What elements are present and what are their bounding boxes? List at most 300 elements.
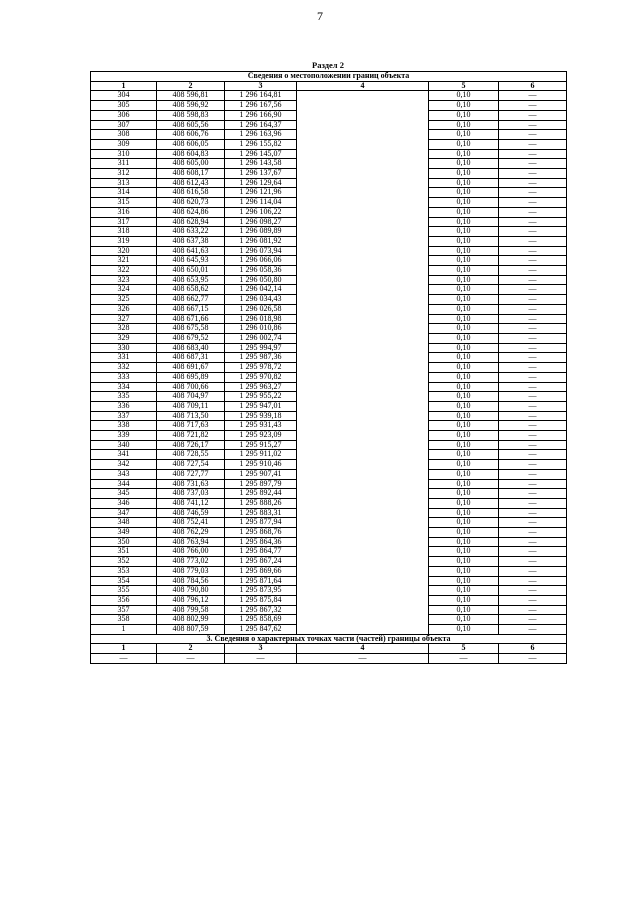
empty-cell: [297, 207, 429, 217]
table-row: [91, 207, 567, 217]
note-cell: —: [499, 130, 567, 140]
table-row: [91, 411, 567, 421]
empty-cell: [297, 469, 429, 479]
point-number-cell: 357: [91, 605, 157, 615]
point-number-cell: 312: [91, 169, 157, 179]
table-row: [91, 353, 567, 363]
y-coordinate-cell: 1 295 947,01: [225, 401, 297, 411]
note-cell: —: [499, 528, 567, 538]
y-coordinate-cell: 1 295 858,69: [225, 615, 297, 625]
table-row: [91, 489, 567, 499]
note-cell: —: [499, 256, 567, 266]
y-coordinate-cell: 1 296 010,86: [225, 324, 297, 334]
point-number-cell: 347: [91, 508, 157, 518]
point-number-cell: 342: [91, 460, 157, 470]
table-row: [91, 363, 567, 373]
empty-cell: [297, 188, 429, 198]
note-cell: —: [499, 285, 567, 295]
accuracy-cell: 0,10: [429, 440, 499, 450]
accuracy-cell: 0,10: [429, 518, 499, 528]
point-number-cell: 310: [91, 149, 157, 159]
point-number-cell: 327: [91, 314, 157, 324]
accuracy-cell: 0,10: [429, 91, 499, 101]
y-coordinate-cell: 1 296 089,89: [225, 227, 297, 237]
x-coordinate-cell: 408 605,00: [157, 159, 225, 169]
y-coordinate-cell: 1 296 050,80: [225, 275, 297, 285]
accuracy-cell: 0,10: [429, 547, 499, 557]
note-cell: —: [499, 236, 567, 246]
empty-cell: [297, 440, 429, 450]
table-row: [91, 236, 567, 246]
y-coordinate-cell: 1 295 864,36: [225, 537, 297, 547]
coordinates-body: [91, 91, 567, 634]
empty-cell: [297, 120, 429, 130]
y-coordinate-cell: 1 295 963,27: [225, 382, 297, 392]
table-row: [91, 256, 567, 266]
accuracy-cell: 0,10: [429, 450, 499, 460]
point-number-cell: 345: [91, 489, 157, 499]
empty-cell: [297, 217, 429, 227]
table-title-row: [91, 72, 567, 82]
accuracy-cell: 0,10: [429, 324, 499, 334]
table-cell: —: [225, 654, 297, 664]
point-number-cell: 324: [91, 285, 157, 295]
y-coordinate-cell: 1 295 955,22: [225, 392, 297, 402]
empty-cell: [297, 275, 429, 285]
table-row: [91, 178, 567, 188]
empty-cell: [297, 256, 429, 266]
x-coordinate-cell: 408 608,17: [157, 169, 225, 179]
empty-cell: [297, 178, 429, 188]
y-coordinate-cell: 1 295 864,77: [225, 547, 297, 557]
y-coordinate-cell: 1 296 073,94: [225, 246, 297, 256]
point-number-cell: 320: [91, 246, 157, 256]
empty-cell: [297, 566, 429, 576]
x-coordinate-cell: 408 667,15: [157, 304, 225, 314]
y-coordinate-cell: 1 295 910,46: [225, 460, 297, 470]
x-coordinate-cell: 408 691,67: [157, 363, 225, 373]
point-number-cell: 340: [91, 440, 157, 450]
accuracy-cell: 0,10: [429, 236, 499, 246]
y-coordinate-cell: 1 295 931,43: [225, 421, 297, 431]
x-coordinate-cell: 408 679,52: [157, 333, 225, 343]
note-cell: —: [499, 440, 567, 450]
table-row: [91, 169, 567, 179]
note-cell: —: [499, 431, 567, 441]
point-number-cell: 336: [91, 401, 157, 411]
y-coordinate-cell: 1 296 155,82: [225, 139, 297, 149]
table-row: [91, 605, 567, 615]
note-cell: —: [499, 518, 567, 528]
header-cell: 6: [499, 644, 567, 654]
table-row: [91, 246, 567, 256]
y-coordinate-cell: 1 295 939,18: [225, 411, 297, 421]
note-cell: —: [499, 314, 567, 324]
table-row: [91, 576, 567, 586]
accuracy-cell: 0,10: [429, 479, 499, 489]
y-coordinate-cell: 1 295 970,82: [225, 372, 297, 382]
table-row: [91, 130, 567, 140]
accuracy-cell: 0,10: [429, 343, 499, 353]
header-cell: 5: [429, 644, 499, 654]
x-coordinate-cell: 408 773,02: [157, 557, 225, 567]
note-cell: —: [499, 537, 567, 547]
point-number-cell: 315: [91, 198, 157, 208]
x-coordinate-cell: 408 728,55: [157, 450, 225, 460]
point-number-cell: 311: [91, 159, 157, 169]
table-row: [91, 586, 567, 596]
y-coordinate-cell: 1 296 163,96: [225, 130, 297, 140]
x-coordinate-cell: 408 687,31: [157, 353, 225, 363]
x-coordinate-cell: 408 645,93: [157, 256, 225, 266]
empty-cell: [297, 266, 429, 276]
point-number-cell: 356: [91, 595, 157, 605]
table-row: [91, 498, 567, 508]
note-cell: —: [499, 304, 567, 314]
empty-cell: [297, 547, 429, 557]
note-cell: —: [499, 343, 567, 353]
header-cell: 3: [225, 81, 297, 91]
note-cell: —: [499, 333, 567, 343]
note-cell: —: [499, 266, 567, 276]
accuracy-cell: 0,10: [429, 188, 499, 198]
note-cell: —: [499, 101, 567, 111]
y-coordinate-cell: 1 295 883,31: [225, 508, 297, 518]
note-cell: —: [499, 246, 567, 256]
x-coordinate-cell: 408 606,76: [157, 130, 225, 140]
table-row: [91, 149, 567, 159]
accuracy-cell: 0,10: [429, 149, 499, 159]
table-row: [91, 110, 567, 120]
x-coordinate-cell: 408 658,62: [157, 285, 225, 295]
table-row: [91, 333, 567, 343]
note-cell: —: [499, 595, 567, 605]
table-row: [91, 431, 567, 441]
point-number-cell: 358: [91, 615, 157, 625]
y-coordinate-cell: 1 296 018,98: [225, 314, 297, 324]
y-coordinate-cell: 1 296 026,58: [225, 304, 297, 314]
accuracy-cell: 0,10: [429, 382, 499, 392]
accuracy-cell: 0,10: [429, 615, 499, 625]
accuracy-cell: 0,10: [429, 246, 499, 256]
point-number-cell: 338: [91, 421, 157, 431]
header-cell: 3: [225, 644, 297, 654]
table-title: Сведения о местоположении границ объекта: [91, 72, 567, 82]
point-number-cell: 326: [91, 304, 157, 314]
accuracy-cell: 0,10: [429, 333, 499, 343]
point-number-cell: 352: [91, 557, 157, 567]
empty-cell: [297, 528, 429, 538]
point-number-cell: 332: [91, 363, 157, 373]
point-number-cell: 330: [91, 343, 157, 353]
x-coordinate-cell: 408 596,92: [157, 101, 225, 111]
point-number-cell: 308: [91, 130, 157, 140]
accuracy-cell: 0,10: [429, 295, 499, 305]
point-number-cell: 314: [91, 188, 157, 198]
accuracy-cell: 0,10: [429, 421, 499, 431]
empty-cell: [297, 304, 429, 314]
point-number-cell: 316: [91, 207, 157, 217]
accuracy-cell: 0,10: [429, 266, 499, 276]
y-coordinate-cell: 1 296 114,04: [225, 198, 297, 208]
subtable-row: [91, 654, 567, 664]
accuracy-cell: 0,10: [429, 469, 499, 479]
point-number-cell: 354: [91, 576, 157, 586]
x-coordinate-cell: 408 727,54: [157, 460, 225, 470]
note-cell: —: [499, 227, 567, 237]
x-coordinate-cell: 408 641,63: [157, 246, 225, 256]
note-cell: —: [499, 110, 567, 120]
table-row: [91, 295, 567, 305]
empty-cell: [297, 489, 429, 499]
point-number-cell: 306: [91, 110, 157, 120]
accuracy-cell: 0,10: [429, 101, 499, 111]
y-coordinate-cell: 1 295 892,44: [225, 489, 297, 499]
empty-cell: [297, 576, 429, 586]
x-coordinate-cell: 408 612,43: [157, 178, 225, 188]
header-row: [91, 81, 567, 91]
note-cell: —: [499, 547, 567, 557]
table-row: [91, 343, 567, 353]
point-number-cell: 350: [91, 537, 157, 547]
note-cell: —: [499, 372, 567, 382]
x-coordinate-cell: 408 752,41: [157, 518, 225, 528]
header-cell: 1: [91, 81, 157, 91]
empty-cell: [297, 421, 429, 431]
accuracy-cell: 0,10: [429, 401, 499, 411]
x-coordinate-cell: 408 606,05: [157, 139, 225, 149]
point-number-cell: 322: [91, 266, 157, 276]
table-cell: —: [429, 654, 499, 664]
table-cell: —: [157, 654, 225, 664]
note-cell: —: [499, 169, 567, 179]
y-coordinate-cell: 1 295 875,84: [225, 595, 297, 605]
y-coordinate-cell: 1 296 098,27: [225, 217, 297, 227]
empty-cell: [297, 198, 429, 208]
x-coordinate-cell: 408 726,17: [157, 440, 225, 450]
y-coordinate-cell: 1 296 145,07: [225, 149, 297, 159]
accuracy-cell: 0,10: [429, 304, 499, 314]
empty-cell: [297, 518, 429, 528]
x-coordinate-cell: 408 790,80: [157, 586, 225, 596]
note-cell: —: [499, 489, 567, 499]
accuracy-cell: 0,10: [429, 557, 499, 567]
note-cell: —: [499, 508, 567, 518]
note-cell: —: [499, 198, 567, 208]
accuracy-cell: 0,10: [429, 217, 499, 227]
table-row: [91, 508, 567, 518]
accuracy-cell: 0,10: [429, 460, 499, 470]
point-number-cell: 343: [91, 469, 157, 479]
x-coordinate-cell: 408 799,58: [157, 605, 225, 615]
accuracy-cell: 0,10: [429, 576, 499, 586]
note-cell: —: [499, 586, 567, 596]
empty-cell: [297, 498, 429, 508]
table-row: [91, 547, 567, 557]
note-cell: —: [499, 139, 567, 149]
x-coordinate-cell: 408 727,77: [157, 469, 225, 479]
empty-cell: [297, 537, 429, 547]
note-cell: —: [499, 469, 567, 479]
table-row: [91, 469, 567, 479]
y-coordinate-cell: 1 295 911,02: [225, 450, 297, 460]
empty-cell: [297, 227, 429, 237]
point-number-cell: 321: [91, 256, 157, 266]
header-cell: 2: [157, 644, 225, 654]
note-cell: —: [499, 498, 567, 508]
note-cell: —: [499, 411, 567, 421]
y-coordinate-cell: 1 295 877,94: [225, 518, 297, 528]
table-row: [91, 188, 567, 198]
x-coordinate-cell: 408 671,66: [157, 314, 225, 324]
x-coordinate-cell: 408 784,56: [157, 576, 225, 586]
empty-cell: [297, 586, 429, 596]
note-cell: —: [499, 625, 567, 635]
accuracy-cell: 0,10: [429, 353, 499, 363]
accuracy-cell: 0,10: [429, 256, 499, 266]
accuracy-cell: 0,10: [429, 120, 499, 130]
table-row: [91, 421, 567, 431]
y-coordinate-cell: 1 295 915,27: [225, 440, 297, 450]
table-row: [91, 266, 567, 276]
accuracy-cell: 0,10: [429, 528, 499, 538]
y-coordinate-cell: 1 296 137,67: [225, 169, 297, 179]
accuracy-cell: 0,10: [429, 275, 499, 285]
table-row: [91, 566, 567, 576]
y-coordinate-cell: 1 296 066,06: [225, 256, 297, 266]
note-cell: —: [499, 421, 567, 431]
x-coordinate-cell: 408 709,11: [157, 401, 225, 411]
empty-cell: [297, 285, 429, 295]
table-cell: —: [297, 654, 429, 664]
empty-cell: [297, 557, 429, 567]
accuracy-cell: 0,10: [429, 159, 499, 169]
table-row: [91, 625, 567, 635]
accuracy-cell: 0,10: [429, 110, 499, 120]
note-cell: —: [499, 450, 567, 460]
x-coordinate-cell: 408 662,77: [157, 295, 225, 305]
empty-cell: [297, 314, 429, 324]
point-number-cell: 346: [91, 498, 157, 508]
header-cell: 5: [429, 81, 499, 91]
point-number-cell: 355: [91, 586, 157, 596]
table-row: [91, 392, 567, 402]
x-coordinate-cell: 408 605,56: [157, 120, 225, 130]
header-cell: 6: [499, 81, 567, 91]
table-row: [91, 557, 567, 567]
table-row: [91, 479, 567, 489]
y-coordinate-cell: 1 295 868,76: [225, 528, 297, 538]
x-coordinate-cell: 408 596,81: [157, 91, 225, 101]
empty-cell: [297, 236, 429, 246]
accuracy-cell: 0,10: [429, 566, 499, 576]
x-coordinate-cell: 408 713,50: [157, 411, 225, 421]
empty-cell: [297, 431, 429, 441]
point-number-cell: 328: [91, 324, 157, 334]
point-number-cell: 337: [91, 411, 157, 421]
table-row: [91, 324, 567, 334]
table-row: [91, 518, 567, 528]
accuracy-cell: 0,10: [429, 431, 499, 441]
x-coordinate-cell: 408 741,12: [157, 498, 225, 508]
table-cell: —: [499, 654, 567, 664]
accuracy-cell: 0,10: [429, 392, 499, 402]
y-coordinate-cell: 1 296 164,37: [225, 120, 297, 130]
accuracy-cell: 0,10: [429, 625, 499, 635]
point-number-cell: 351: [91, 547, 157, 557]
empty-cell: [297, 382, 429, 392]
empty-cell: [297, 343, 429, 353]
accuracy-cell: 0,10: [429, 586, 499, 596]
x-coordinate-cell: 408 604,83: [157, 149, 225, 159]
subtable-title: 3. Сведения о характерных точках части (частей) границы объекта: [91, 634, 567, 644]
x-coordinate-cell: 408 721,82: [157, 431, 225, 441]
note-cell: —: [499, 392, 567, 402]
point-number-cell: 334: [91, 382, 157, 392]
point-number-cell: 1: [91, 625, 157, 635]
point-number-cell: 335: [91, 392, 157, 402]
y-coordinate-cell: 1 295 994,97: [225, 343, 297, 353]
empty-cell: [297, 139, 429, 149]
y-coordinate-cell: 1 296 121,96: [225, 188, 297, 198]
empty-cell: [297, 169, 429, 179]
x-coordinate-cell: 408 704,97: [157, 392, 225, 402]
header-cell: 2: [157, 81, 225, 91]
y-coordinate-cell: 1 296 034,43: [225, 295, 297, 305]
y-coordinate-cell: 1 295 869,66: [225, 566, 297, 576]
boundary-coordinates-table: [90, 71, 567, 664]
x-coordinate-cell: 408 737,03: [157, 489, 225, 499]
point-number-cell: 323: [91, 275, 157, 285]
empty-cell: [297, 615, 429, 625]
table-row: [91, 139, 567, 149]
table-row: [91, 615, 567, 625]
empty-cell: [297, 605, 429, 615]
y-coordinate-cell: 1 295 987,36: [225, 353, 297, 363]
point-number-cell: 307: [91, 120, 157, 130]
empty-cell: [297, 149, 429, 159]
note-cell: —: [499, 363, 567, 373]
empty-cell: [297, 450, 429, 460]
x-coordinate-cell: 408 616,58: [157, 188, 225, 198]
point-number-cell: 325: [91, 295, 157, 305]
empty-cell: [297, 130, 429, 140]
empty-cell: [297, 508, 429, 518]
table-row: [91, 528, 567, 538]
y-coordinate-cell: 1 296 106,22: [225, 207, 297, 217]
accuracy-cell: 0,10: [429, 178, 499, 188]
table-row: [91, 159, 567, 169]
point-number-cell: 318: [91, 227, 157, 237]
point-number-cell: 341: [91, 450, 157, 460]
y-coordinate-cell: 1 296 129,64: [225, 178, 297, 188]
table-row: [91, 595, 567, 605]
point-number-cell: 317: [91, 217, 157, 227]
header-cell: 4: [297, 644, 429, 654]
note-cell: —: [499, 605, 567, 615]
y-coordinate-cell: 1 295 867,24: [225, 557, 297, 567]
note-cell: —: [499, 207, 567, 217]
note-cell: —: [499, 576, 567, 586]
accuracy-cell: 0,10: [429, 411, 499, 421]
point-number-cell: 333: [91, 372, 157, 382]
table-row: [91, 372, 567, 382]
table-row: [91, 401, 567, 411]
point-number-cell: 348: [91, 518, 157, 528]
y-coordinate-cell: 1 295 888,26: [225, 498, 297, 508]
y-coordinate-cell: 1 296 042,14: [225, 285, 297, 295]
y-coordinate-cell: 1 296 002,74: [225, 333, 297, 343]
